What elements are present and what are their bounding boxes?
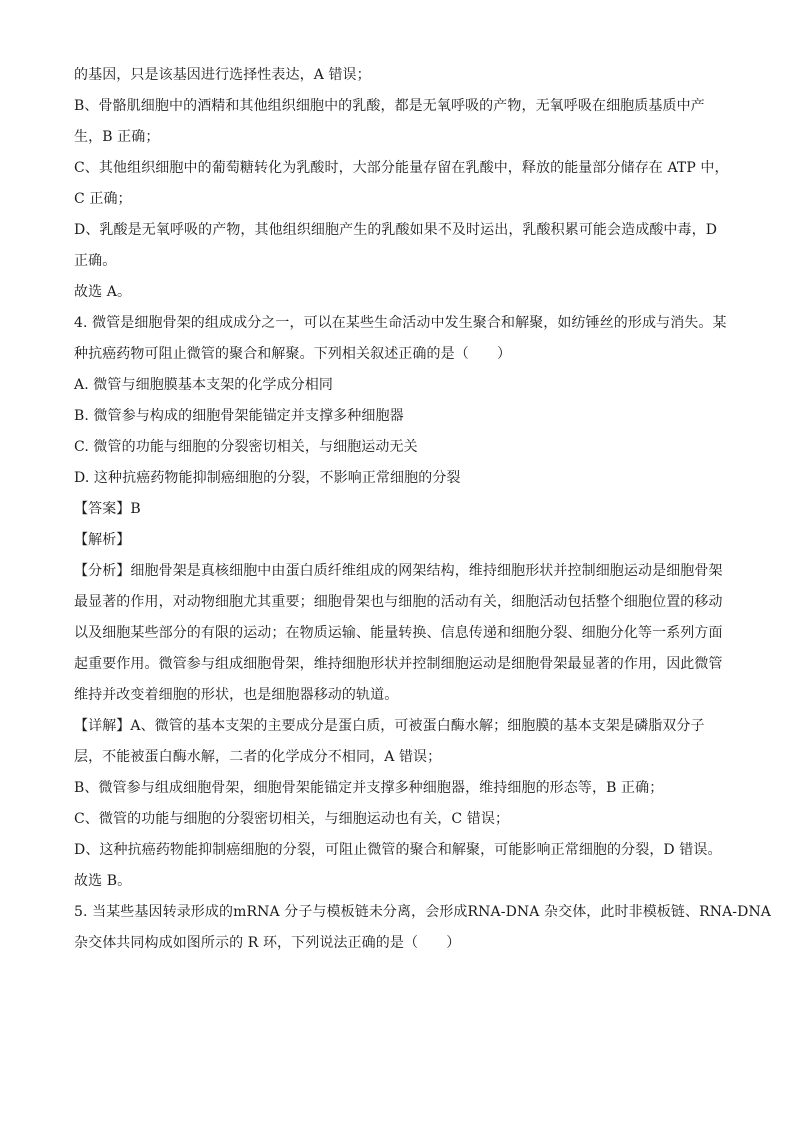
text-line: C 正确；: [74, 191, 132, 207]
text-line: B、微管参与组成细胞骨架，细胞骨架能锚定并支撑多种细胞器，维持细胞的形态等，B 正确；: [74, 780, 664, 796]
text-line: D、这种抗癌药物能抑制癌细胞的分裂，可阻止微管的聚合和解聚，可能影响正常细胞的分裂，D 错误。: [74, 842, 722, 858]
text-line: D、乳酸是无氧呼吸的产物，其他组织细胞产生的乳酸如果不及时运出，乳酸积累可能会造成酸中毒，D: [74, 222, 718, 238]
text-line: C、微管的功能与细胞的分裂密切相关，与细胞运动也有关，C 错误；: [74, 811, 510, 827]
text-line: 【详解】A、微管的基本支架的主要成分是蛋白质，可被蛋白酶水解；细胞膜的基本支架是磷脂双分子: [74, 718, 705, 734]
text-line: 起重要作用。微管参与组成细胞骨架，维持细胞形状并控制细胞运动是细胞骨架最显著的作用，因此微管: [74, 656, 723, 672]
text-line: 维持并改变着细胞的形状，也是细胞器移动的轨道。: [74, 687, 399, 703]
option-c: C. 微管的功能与细胞的分裂密切相关，与细胞运动无关: [74, 439, 418, 455]
text-line: 故选 A。: [74, 284, 132, 300]
text-line: 以及细胞某些部分的有限的运动；在物质运输、能量转换、信息传递和细胞分裂、细胞分化等一系列方面: [74, 625, 723, 641]
option-a: A. 微管与细胞膜基本支架的化学成分相同: [74, 377, 334, 393]
text-line: 最显著的作用，对动物细胞尤其重要；细胞骨架也与细胞的活动有关，细胞活动包括整个细胞位置的移动: [74, 594, 723, 610]
option-b: B. 微管参与构成的细胞骨架能锚定并支撑多种细胞器: [74, 408, 404, 424]
text-line: 【分析】细胞骨架是真核细胞中由蛋白质纤维组成的网架结构，维持细胞形状并控制细胞运动是细胞骨架: [74, 563, 723, 579]
question-stem: 4. 微管是细胞骨架的组成成分之一，可以在某些生命活动中发生聚合和解聚，如纺锤丝的形成与消失。某: [74, 315, 727, 331]
question-stem: 种抗癌药物可阻止微管的聚合和解聚。下列相关叙述正确的是（ ）: [74, 346, 512, 362]
text-line: 故选 B。: [74, 873, 132, 889]
text-line: 的基因，只是该基因进行选择性表达，A 错误；: [74, 67, 371, 83]
text-line: 生，B 正确；: [74, 129, 160, 145]
document-body: [74, 60, 772, 959]
text-line: 层，不能被蛋白酶水解，二者的化学成分不相同，A 错误；: [74, 749, 442, 765]
text-line: B、骨骼肌细胞中的酒精和其他组织细胞中的乳酸，都是无氧呼吸的产物，无氧呼吸在细胞质基质中产: [74, 98, 705, 114]
question-stem: 杂交体共同构成如图所示的 R 环，下列说法正确的是（ ）: [74, 935, 461, 951]
analysis-heading: 【解析】: [74, 532, 131, 548]
answer-heading: 【答案】B: [74, 501, 141, 517]
question-stem: 5. 当某些基因转录形成的mRNA 分子与模板链未分离，会形成RNA-DNA 杂交体，此时非模板链、RNA-DNA: [74, 904, 772, 920]
text-line: 正确。: [74, 253, 117, 269]
option-d: D. 这种抗癌药物能抑制癌细胞的分裂，不影响正常细胞的分裂: [74, 470, 461, 486]
text-line: C、其他组织细胞中的葡萄糖转化为乳酸时，大部分能量存留在乳酸中，释放的能量部分储存在 ATP 中，: [74, 160, 729, 176]
